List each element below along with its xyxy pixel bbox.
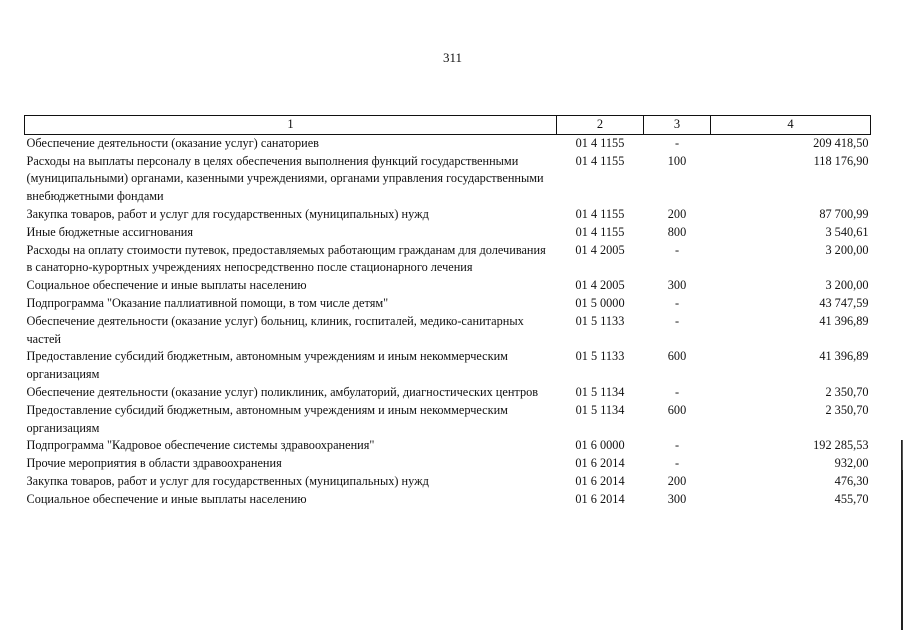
header-col-3: 3 xyxy=(644,116,711,135)
row-name: Расходы на оплату стоимости путевок, предоставляемых работающим гражданам для долечивания в санаторно-курортных учреждениях непосредственно после стационарного лечения xyxy=(26,242,546,275)
table-row xyxy=(25,242,871,278)
row-code: 01 6 2014 xyxy=(575,456,625,471)
table-row xyxy=(25,313,871,349)
header-col-1: 1 xyxy=(25,116,557,135)
row-type: 800 xyxy=(667,224,687,239)
table-row xyxy=(25,384,871,402)
row-type: 200 xyxy=(667,473,687,488)
row-name: Предоставление субсидий бюджетным, автономным учреждениям и иным некоммерческим организациям xyxy=(26,402,508,435)
table-row xyxy=(25,348,871,384)
row-type: 300 xyxy=(667,278,687,293)
row-type: - xyxy=(674,135,680,150)
table-row xyxy=(25,277,871,295)
row-sum: 476,30 xyxy=(834,473,869,488)
row-code: 01 4 1155 xyxy=(575,153,625,168)
row-code: 01 4 1155 xyxy=(575,206,625,221)
scan-edge-line-shade xyxy=(902,440,903,470)
row-sum: 3 200,00 xyxy=(825,278,869,293)
row-type: 600 xyxy=(667,349,687,364)
table-row xyxy=(25,295,871,313)
table-row xyxy=(25,437,871,455)
header-col-4: 4 xyxy=(711,116,871,135)
row-name: Предоставление субсидий бюджетным, автономным учреждениям и иным некоммерческим организациям xyxy=(26,349,508,382)
table-row xyxy=(25,134,871,152)
table-row xyxy=(25,473,871,491)
row-sum: 2 350,70 xyxy=(825,384,869,399)
table-row xyxy=(25,224,871,242)
row-name: Расходы на выплаты персоналу в целях обеспечения выполнения функций государственными (муниципальными) органами, казенными учреждениями, органами управления государственными внебюджетными фондами xyxy=(26,153,544,204)
table-row xyxy=(25,491,871,509)
row-type: - xyxy=(674,295,680,310)
row-code: 01 6 2014 xyxy=(575,473,625,488)
row-code: 01 4 1155 xyxy=(575,224,625,239)
table-row xyxy=(25,206,871,224)
row-sum: 3 200,00 xyxy=(825,242,869,257)
row-sum: 932,00 xyxy=(834,456,869,471)
row-sum: 41 396,89 xyxy=(819,313,869,328)
row-type: - xyxy=(674,313,680,328)
row-type: - xyxy=(674,384,680,399)
row-type: 200 xyxy=(667,206,687,221)
row-name: Обеспечение деятельности (оказание услуг) поликлиник, амбулаторий, диагностических центров xyxy=(26,384,539,399)
table-row xyxy=(25,153,871,206)
row-sum: 192 285,53 xyxy=(813,438,869,453)
row-type: - xyxy=(674,242,680,257)
row-name: Обеспечение деятельности (оказание услуг) больниц, клиник, госпиталей, медико-санитарных частей xyxy=(26,313,524,346)
row-name: Иные бюджетные ассигнования xyxy=(26,224,194,239)
table-row xyxy=(25,455,871,473)
row-sum: 118 176,90 xyxy=(813,153,869,168)
row-code: 01 5 1133 xyxy=(575,349,625,364)
page-number: 311 xyxy=(442,50,463,65)
row-sum: 41 396,89 xyxy=(819,349,869,364)
row-code: 01 5 1134 xyxy=(575,384,625,399)
row-name: Закупка товаров, работ и услуг для государственных (муниципальных) нужд xyxy=(26,206,429,221)
header-col-2: 2 xyxy=(557,116,644,135)
row-sum: 43 747,59 xyxy=(819,295,869,310)
row-code: 01 5 0000 xyxy=(575,295,625,310)
row-type: - xyxy=(674,456,680,471)
row-name: Обеспечение деятельности (оказание услуг) санаториев xyxy=(26,135,319,150)
row-type: 100 xyxy=(667,153,687,168)
row-code: 01 4 2005 xyxy=(575,278,625,293)
budget-table xyxy=(24,115,871,509)
row-name: Подпрограмма "Кадровое обеспечение системы здравоохранения" xyxy=(26,438,375,453)
row-code: 01 4 2005 xyxy=(575,242,625,257)
row-type: 300 xyxy=(667,491,687,506)
row-name: Закупка товаров, работ и услуг для государственных (муниципальных) нужд xyxy=(26,473,429,488)
row-code: 01 5 1133 xyxy=(575,313,625,328)
row-sum: 3 540,61 xyxy=(825,224,869,239)
row-name: Социальное обеспечение и иные выплаты населению xyxy=(26,278,307,293)
table-row xyxy=(25,402,871,438)
row-sum: 2 350,70 xyxy=(825,402,869,417)
row-sum: 455,70 xyxy=(834,491,869,506)
row-name: Подпрограмма "Оказание паллиативной помощи, в том числе детям" xyxy=(26,295,389,310)
row-name: Социальное обеспечение и иные выплаты населению xyxy=(26,491,307,506)
row-type: 600 xyxy=(667,402,687,417)
row-sum: 209 418,50 xyxy=(813,135,869,150)
table-header-row xyxy=(25,116,871,135)
row-code: 01 4 1155 xyxy=(575,135,625,150)
row-code: 01 6 0000 xyxy=(575,438,625,453)
row-sum: 87 700,99 xyxy=(819,206,869,221)
row-name: Прочие мероприятия в области здравоохранения xyxy=(26,456,282,471)
row-code: 01 5 1134 xyxy=(575,402,625,417)
row-type: - xyxy=(674,438,680,453)
row-code: 01 6 2014 xyxy=(575,491,625,506)
